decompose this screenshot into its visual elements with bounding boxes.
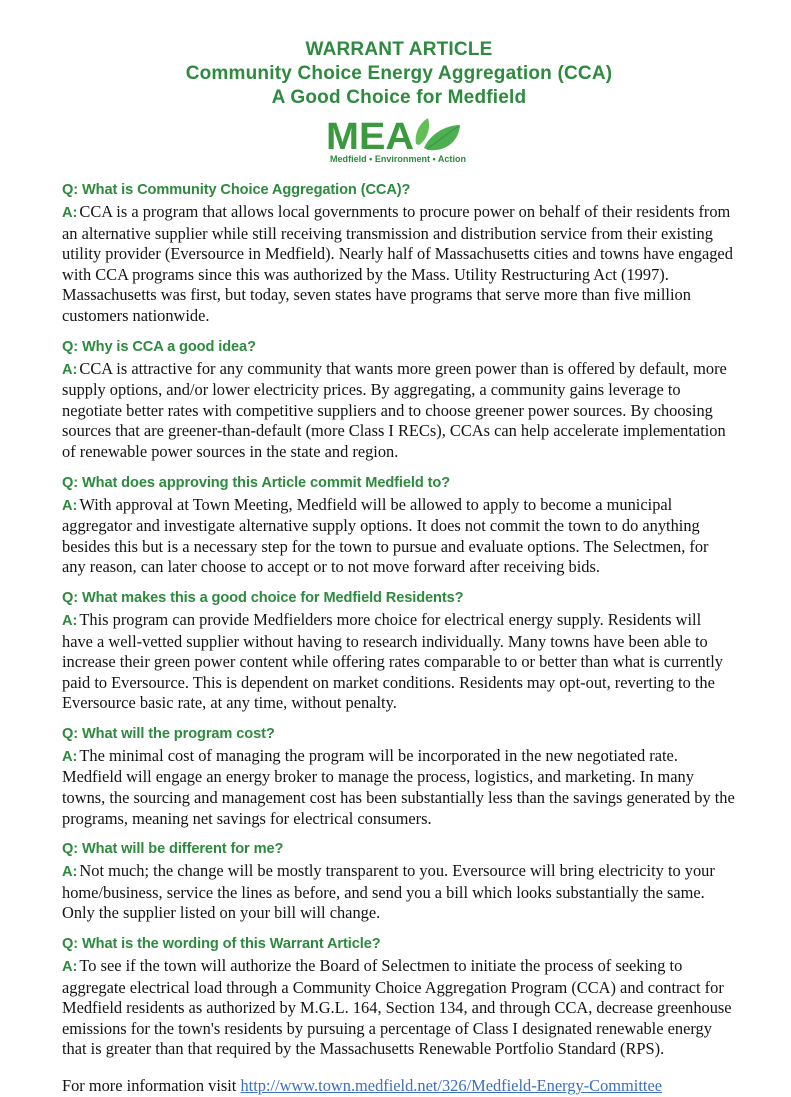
document-header (62, 38, 736, 110)
answer-paragraph (62, 495, 736, 578)
question-heading: Q: What does approving this Article commit Medfield to? (62, 474, 451, 491)
answer-marker: A: (62, 959, 78, 976)
answer-marker: A: (62, 612, 78, 629)
document-title-line-1: WARRANT ARTICLE (305, 39, 493, 60)
small-leaf-icon (416, 118, 429, 145)
mea-tagline-text: Medfield • Environment • Action (330, 154, 466, 164)
document-title-line-2: Community Choice Energy Aggregation (CCA) (185, 63, 613, 84)
question-heading: Q: What is the wording of this Warrant Article? (62, 936, 381, 953)
question-heading: Q: What makes this a good choice for Medfield Residents? (62, 589, 464, 606)
answer-text: To see if the town will authorize the Board of Selectmen to initiate the process of seeking to aggregate electrical load through a Community Choice Aggregation Program (CCA) and contract for Medfield residents as authorized by M.G.L. 164, Section 134, and through CCA, decrease greenhouse emissions for the town's residents by pursuing a percentage of Class I designated renewable energy that is greater than that required by the Massachusetts Renewable Portfolio Standard (RPS). (62, 956, 732, 1059)
answer-marker: A: (62, 864, 78, 881)
qa-block (62, 180, 736, 327)
mea-wordmark-text: MEA (326, 116, 414, 158)
qa-block (62, 337, 736, 463)
document-title-line-3: A Good Choice for Medfield (271, 87, 527, 108)
qa-block (62, 934, 736, 1060)
answer-paragraph (62, 202, 736, 327)
mea-logo (62, 116, 736, 166)
answer-paragraph (62, 359, 736, 463)
answer-paragraph (62, 861, 736, 924)
answer-text: This program can provide Medfielders more choice for electrical energy supply. Residents will have a well-vetted supplier without having to research individually. Many towns have been able to increase their green power content while offering rates comparable to or better than what is currently paid to Eversource. This is dependent on market conditions. Residents may opt-out, reverting to the Eversource basic rate, at any time, without penalty. (62, 609, 723, 713)
answer-marker: A: (62, 748, 78, 765)
answer-text: CCA is attractive for any community that wants more green power than is offered by default, more supply options, and/or lower electricity prices. By aggregating, a community gains leverage to negotiate better rates with competitive suppliers and to choose greener power sources. By choosing sources that are greener-than-default (more Class I RECs), CCAs can help accelerate implementation of renewable power sources in the state and region. (62, 358, 727, 461)
answer-text: CCA is a program that allows local governments to procure power on behalf of their residents from an alternative supplier while still receiving transmission and distribution service from their existing utility provider (Eversource in Medfield). Nearly half of Massachusetts cities and towns have engaged with CCA programs since this was authorized by the Mass. Utility Restructuring Act (1997). Massachusetts was first, but today, seven states have programs that serve more than five million customers nationwide. (62, 202, 733, 325)
answer-text: The minimal cost of managing the program will be incorporated in the new negotiated rate. Medfield will engage an energy broker to manage the process, logistics, and marketing. In many towns, the sourcing and management cost has been substantially less than the savings generated by the programs, meaning net savings for electrical consumers. (62, 745, 735, 828)
qa-block (62, 724, 736, 829)
footer-prefix-text: For more information visit (62, 1076, 241, 1095)
answer-paragraph (62, 956, 736, 1060)
answer-paragraph (62, 610, 736, 714)
question-heading: Q: What will be different for me? (62, 841, 284, 858)
answer-text: With approval at Town Meeting, Medfield will be allowed to apply to become a municipal aggregator and investigate alternative supply options. It does not commit the town to do anything besides this but is a necessary step for the town to pursue and evaluate options. The Selectmen, for any reason, can later choose to accept or to not move forward after receiving bids. (62, 494, 709, 577)
answer-marker: A: (62, 361, 78, 378)
answer-paragraph (62, 746, 736, 829)
qa-block (62, 839, 736, 924)
mea-logo-graphic (324, 116, 474, 166)
question-heading: Q: What is Community Choice Aggregation (CCA)? (62, 182, 411, 198)
qa-block (62, 473, 736, 578)
answer-marker: A: (62, 497, 78, 514)
answer-marker: A: (62, 205, 78, 221)
medfield-energy-committee-link[interactable]: http://www.town.medfield.net/326/Medfield-Energy-Committee (240, 1076, 662, 1095)
question-heading: Q: Why is CCA a good idea? (62, 338, 256, 355)
footer-info-line (62, 1076, 736, 1097)
qa-block (62, 588, 736, 714)
answer-text: Not much; the change will be mostly transparent to you. Eversource will bring electricity to your home/business, service the lines as before, and send you a bill which looks substantially the same. Only the supplier listed on your bill will change. (62, 861, 715, 923)
question-heading: Q: What will the program cost? (62, 725, 275, 742)
